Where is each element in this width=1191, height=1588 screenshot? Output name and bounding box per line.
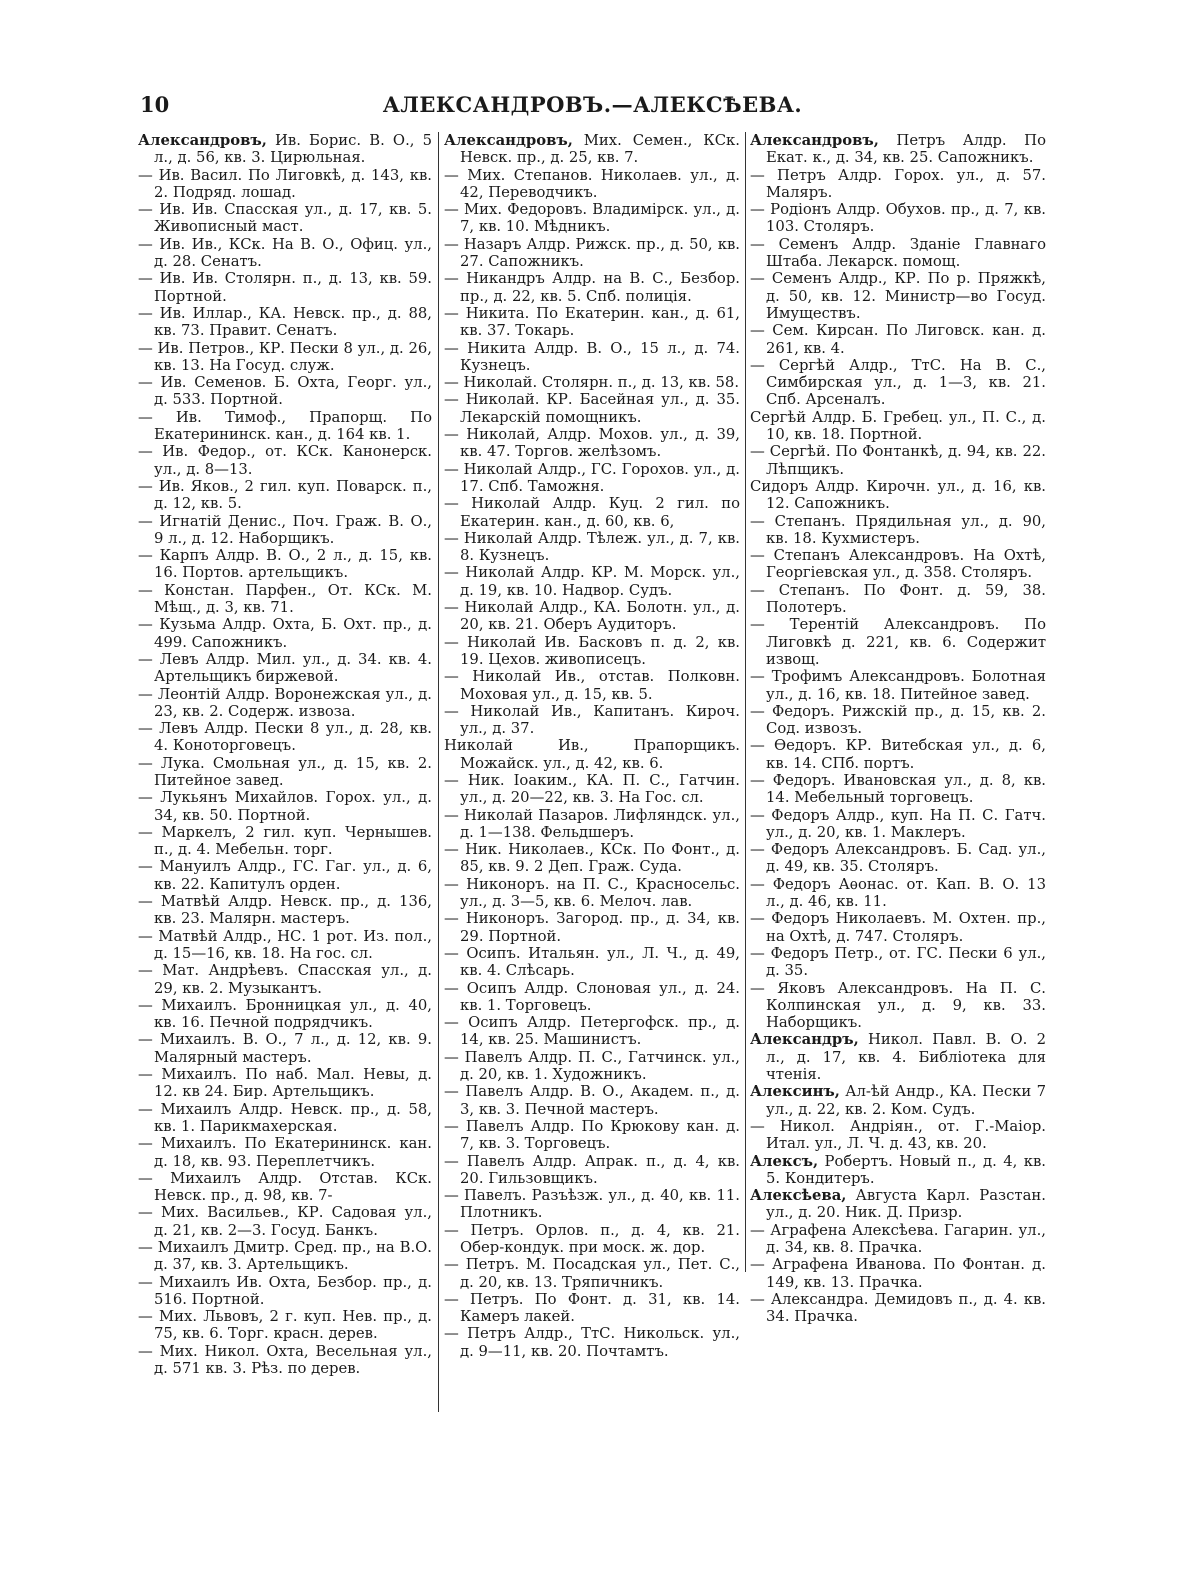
entry-text: — Ив. Яков., 2 гил. куп. Поварск. п., д. 12, кв. 5.	[138, 477, 432, 513]
directory-entry	[138, 513, 432, 548]
entry-text: — Михаилъ. В. О., 7 л., д. 12, кв. 9. Малярный мастеръ.	[138, 1031, 432, 1066]
directory-entry	[750, 478, 1046, 513]
entry-text: — Михаилъ. По Екатерининск. кан. д. 18, кв. 93. Переплетчикъ.	[138, 1135, 432, 1170]
directory-entry	[750, 1083, 1046, 1118]
directory-entry	[138, 409, 432, 444]
directory-entry	[750, 910, 1046, 945]
column-3	[750, 132, 1046, 1412]
entry-text: — Николай Алдр. Тѣлеж. ул., д. 7, кв. 8. Кузнецъ.	[444, 529, 740, 565]
directory-entry	[444, 426, 740, 461]
entry-text: — Яковъ Александровъ. На П. С. Колпинская ул., д. 9, кв. 33. Наборщикъ.	[750, 979, 1046, 1032]
directory-entry	[138, 755, 432, 790]
entry-text: — Никандръ Алдр. на В. С., Безбор. пр., д. 22, кв. 5. Спб. полиція.	[444, 270, 740, 305]
entry-text: — Николай. КР. Басейная ул., д. 35. Лекарскій помощникъ.	[444, 391, 740, 426]
entry-text: — Мат. Андрѣевъ. Спасская ул., д. 29, кв. 2. Музыкантъ.	[138, 962, 432, 997]
entry-text: — Мих. Львовъ, 2 г. куп. Нев. пр., д. 75, кв. 6. Торг. красн. дерев.	[138, 1308, 432, 1343]
entry-text: — Сем. Кирсан. По Лиговск. кан. д. 261, кв. 4.	[750, 322, 1046, 357]
entry-text: — Николай. Столярн. п., д. 13, кв. 58.	[444, 374, 740, 392]
entry-text: — Ив. Ив. Столярн. п., д. 13, кв. 59. Портной.	[138, 270, 432, 305]
directory-entry	[444, 305, 740, 340]
entry-text: Никол. Павл. В. О. 2 л., д. 17, кв. 4. Библіотека для чтенія.	[766, 1031, 1046, 1084]
directory-entry	[138, 1204, 432, 1239]
entry-text: — Михаилъ Ив. Охта, Безбор. пр., д. 516. Портной.	[138, 1273, 432, 1308]
surname-heading: Александровъ,	[750, 132, 879, 149]
entry-text: — Мих. Федоровъ. Владимірск. ул., д. 7, кв. 10. Мѣдникъ.	[444, 201, 740, 236]
directory-entry	[750, 167, 1046, 202]
entry-text: Петръ Алдр. По Екат. к., д. 34, кв. 25. Сапожникъ.	[766, 132, 1046, 167]
surname-heading: Алексинъ,	[750, 1083, 840, 1101]
entry-text: Сергѣй Алдр. Б. Гребец. ул., П. С., д. 10, кв. 18. Портной.	[750, 408, 1046, 444]
directory-entry	[444, 564, 740, 599]
directory-entry	[750, 322, 1046, 357]
entry-text: — Мих. Никол. Охта, Весельная ул., д. 571 кв. 3. Рѣз. по дерев.	[138, 1342, 432, 1378]
entry-text: — Никита Алдр. В. О., 15 л., д. 74. Кузнецъ.	[444, 339, 740, 374]
directory-entry	[444, 530, 740, 565]
directory-entry	[138, 1101, 432, 1136]
entry-text: — Ив. Иллар., КА. Невск. пр., д. 88, кв. 73. Правит. Сенатъ.	[138, 304, 432, 340]
directory-entry	[750, 1256, 1046, 1291]
entry-text: — Николай Алдр., КА. Болотн. ул., д. 20, кв. 21. Оберъ Аудиторъ.	[444, 599, 740, 634]
directory-entry	[444, 668, 740, 703]
entry-text: — Федоръ Аѳонас. от. Кап. В. О. 13 л., д. 46, кв. 11.	[750, 875, 1046, 911]
entry-text: — Степанъ Александровъ. На Охтѣ, Георгіевская ул., д. 358. Столяръ.	[750, 547, 1046, 582]
entry-text: — Игнатій Денис., Поч. Граж. В. О., 9 л., д. 12. Наборщикъ.	[138, 512, 432, 547]
directory-entry	[750, 1031, 1046, 1083]
surname-heading: Александръ,	[750, 1031, 859, 1049]
directory-entry	[138, 236, 432, 271]
entry-text: Ал-ѣй Андр., КА. Пески 7 ул., д. 22, кв. 2. Ком. Судъ.	[766, 1083, 1046, 1118]
entry-text: — Ѳедоръ. КР. Витебская ул., д. 6, кв. 14. СПб. портъ.	[750, 737, 1046, 772]
directory-entry	[444, 910, 740, 945]
page-header	[140, 92, 1045, 132]
entry-text: — Ник. Іоаким., КА. П. С., Гатчин. ул., д. 20—22, кв. 3. На Гос. сл.	[444, 771, 740, 807]
directory-entry	[750, 357, 1046, 409]
entry-text: — Сергѣй Алдр., ТтС. На В. С., Симбирская ул., д. 1—3, кв. 21. Спб. Арсеналъ.	[750, 356, 1046, 409]
directory-entry	[750, 409, 1046, 444]
directory-entry	[138, 201, 432, 236]
entry-text: — Назаръ Алдр. Рижск. пр., д. 50, кв. 27. Сапожникъ.	[444, 235, 740, 271]
entry-text: — Матвѣй Алдр., НС. 1 рот. Из. пол., д. 15—16, кв. 18. На гос. сл.	[138, 927, 432, 962]
directory-entry	[444, 1325, 740, 1360]
directory-entry	[750, 547, 1046, 582]
entry-text: — Михаилъ Дмитр. Сред. пр., на В.О. д. 37, кв. 3. Артельщикъ.	[138, 1239, 432, 1274]
entry-text: — Левъ Алдр. Мил. ул., д. 34. кв. 4. Артельщикъ биржевой.	[138, 650, 432, 686]
column-2	[444, 132, 740, 1412]
directory-entry	[750, 513, 1046, 548]
entry-text: — Павелъ Алдр. В. О., Академ. п., д. 3, кв. 3. Печной мастеръ.	[444, 1083, 740, 1118]
directory-entry	[138, 1239, 432, 1274]
entry-text: — Сергѣй. По Фонтанкѣ, д. 94, кв. 22. Лѣпщикъ.	[750, 443, 1046, 478]
surname-heading: Алексъ,	[750, 1152, 819, 1170]
entry-text: — Никоноръ. на П. С., Красносельс. ул., д. 3—5, кв. 6. Мелоч. лав.	[444, 875, 740, 911]
directory-entry	[138, 305, 432, 340]
directory-entry	[444, 1256, 740, 1291]
directory-entry	[444, 201, 740, 236]
directory-entry	[138, 789, 432, 824]
directory-entry	[138, 132, 432, 167]
directory-entry	[750, 1187, 1046, 1222]
column-1	[138, 132, 432, 1412]
entry-text: — Трофимъ Александровъ. Болотная ул., д. 16, кв. 18. Питейное завед.	[750, 668, 1046, 703]
entry-text: Робертъ. Новый п., д. 4, кв. 5. Кондитеръ.	[766, 1152, 1046, 1187]
entry-text: Ив. Борис. В. О., 5 л., д. 56, кв. 3. Цирюльная.	[154, 132, 432, 167]
surname-heading: Александровъ,	[138, 132, 267, 149]
entry-text: — Аграфена Иванова. По Фонтан. д. 149, кв. 13. Прачка.	[750, 1256, 1046, 1291]
entry-text: — Петръ. Орлов. п., д. 4, кв. 21. Обер-кондук. при моск. ж. дор.	[444, 1221, 740, 1256]
entry-text: — Александра. Демидовъ п., д. 4. кв. 34. Прачка.	[750, 1290, 1046, 1326]
entry-text: — Михаилъ Алдр. Отстав. КСк. Невск. пр., д. 98, кв. 7-	[138, 1169, 432, 1205]
entry-text: — Николай, Алдр. Мохов. ул., д. 39, кв. 47. Торгов. желѣзомъ.	[444, 426, 740, 461]
entry-text: — Ив. Васил. По Лиговкѣ, д. 143, кв. 2. Подряд. лошад.	[138, 166, 432, 201]
entry-text: — Маркелъ, 2 гил. куп. Чернышев. п., д. 4. Мебельн. торг.	[138, 823, 432, 859]
entry-text: — Никол. Андріян., от. Г.-Маіор. Итал. ул., Л. Ч. д. 43, кв. 20.	[750, 1117, 1046, 1153]
entry-text: — Семенъ Алдр., КР. По р. Пряжкѣ, д. 50, кв. 12. Министр—во Госуд. Имуществъ.	[750, 270, 1046, 322]
directory-entry	[750, 1118, 1046, 1153]
entry-text: — Родіонъ Алдр. Обухов. пр., д. 7, кв. 103. Столяръ.	[750, 201, 1046, 236]
directory-entry	[750, 703, 1046, 738]
entry-text: — Федоръ Александровъ. Б. Сад. ул., д. 49, кв. 35. Столяръ.	[750, 841, 1046, 876]
entry-text: — Аграфена Алексѣева. Гагарин. ул., д. 34, кв. 8. Прачка.	[750, 1221, 1046, 1256]
directory-entry	[138, 1031, 432, 1066]
directory-entry	[444, 1153, 740, 1188]
directory-entry	[750, 980, 1046, 1032]
directory-entry	[444, 703, 740, 738]
entry-text: — Николай Алдр., ГС. Горохов. ул., д. 17. Спб. Таможня.	[444, 460, 740, 495]
entry-text: — Павелъ Алдр. П. С., Гатчинск. ул., д. 20, кв. 1. Художникъ.	[444, 1048, 740, 1084]
directory-entry	[444, 270, 740, 305]
directory-entry	[444, 1291, 740, 1326]
entry-text: — Ив. Петров., КР. Пески 8 ул., д. 26, кв. 13. На Госуд. служ.	[138, 339, 432, 374]
entry-text: — Семенъ Алдр. Зданіе Главнаго Штаба. Лекарск. помощ.	[750, 235, 1046, 271]
directory-entry	[444, 340, 740, 375]
directory-entry	[750, 616, 1046, 668]
directory-entry	[750, 841, 1046, 876]
entry-text: — Ив. Федор., от. КСк. Канонерск. ул., д. 8—13.	[138, 443, 432, 478]
directory-entry	[138, 686, 432, 721]
directory-entry	[444, 599, 740, 634]
directory-entry	[750, 270, 1046, 322]
page-number: 10	[140, 92, 170, 117]
entry-text: — Констан. Парфен., От. КСк. М. Мѣщ., д. 3, кв. 71.	[138, 581, 432, 617]
entry-text: — Федоръ Алдр., куп. На П. С. Гатч. ул., д. 20, кв. 1. Маклеръ.	[750, 806, 1046, 841]
surname-heading: Алексѣева,	[750, 1187, 847, 1205]
entry-text: — Никита. По Екатерин. кан., д. 61, кв. 37. Токарь.	[444, 304, 740, 340]
entry-text: — Николай Ив. Басковъ п. д. 2, кв. 19. Цехов. живописецъ.	[444, 633, 740, 668]
entry-text: — Ив. Семенов. Б. Охта, Георг. ул., д. 533. Портной.	[138, 374, 432, 409]
entry-text: — Михаилъ Алдр. Невск. пр., д. 58, кв. 1. Парикмахерская.	[138, 1100, 432, 1135]
directory-entry	[138, 962, 432, 997]
entry-text: — Ив. Тимоф., Прапорщ. По Екатерининск. кан., д. 164 кв. 1.	[138, 408, 432, 444]
directory-entry	[750, 1291, 1046, 1326]
entry-text: — Николай Ив., отстав. Полковн. Моховая ул., д. 15, кв. 5.	[444, 668, 740, 703]
entry-text: — Никоноръ. Загород. пр., д. 34, кв. 29. Портной.	[444, 910, 740, 945]
entry-text: — Ив. Ив., КСк. На В. О., Офиц. ул., д. 28. Сенатъ.	[138, 235, 432, 271]
directory-entry	[444, 945, 740, 980]
entry-text: — Федоръ Николаевъ. М. Охтен. пр., на Охтѣ, д. 747. Столяръ.	[750, 910, 1046, 945]
directory-entry	[138, 478, 432, 513]
entry-text: — Терентій Александровъ. По Лиговкѣ д. 221, кв. 6. Содержит извощ.	[750, 616, 1046, 668]
directory-entry	[138, 1343, 432, 1378]
directory-entry	[750, 132, 1046, 167]
directory-entry	[138, 928, 432, 963]
surname-heading: Александровъ,	[444, 132, 573, 149]
directory-entry	[444, 167, 740, 202]
directory-entry	[444, 1118, 740, 1153]
directory-entry	[444, 841, 740, 876]
directory-entry	[138, 1308, 432, 1343]
directory-entry	[138, 997, 432, 1032]
directory-entry	[444, 1222, 740, 1257]
entry-text: — Михаилъ. По наб. Мал. Невы, д. 12. кв 24. Бир. Артельщикъ.	[138, 1066, 432, 1101]
directory-entry	[138, 340, 432, 375]
entry-text: — Николай Алдр. Куц. 2 гил. по Екатерин. кан., д. 60, кв. 6,	[444, 495, 740, 530]
directory-entry	[138, 893, 432, 928]
entry-text: Николай Ив., Прапорщикъ. Можайск. ул., д. 42, кв. 6.	[444, 737, 740, 772]
directory-entry	[444, 1049, 740, 1084]
entry-text: — Мануилъ Алдр., ГС. Гаг. ул., д. 6, кв. 22. Капитулъ орден.	[138, 858, 432, 893]
directory-entry	[138, 1066, 432, 1101]
directory-entry	[444, 495, 740, 530]
directory-entry	[750, 443, 1046, 478]
directory-entry	[138, 1274, 432, 1309]
directory-entry	[750, 737, 1046, 772]
entry-text: — Матвѣй Алдр. Невск. пр., д. 136, кв. 23. Малярн. мастеръ.	[138, 893, 432, 928]
directory-entry	[138, 616, 432, 651]
directory-entry	[750, 1153, 1046, 1188]
directory-entry	[138, 858, 432, 893]
directory-entry	[444, 391, 740, 426]
directory-entry	[750, 807, 1046, 842]
entry-text: — Осипъ. Итальян. ул., Л. Ч., д. 49, кв. 4. Слѣсарь.	[444, 944, 740, 980]
entry-text: — Петръ. По Фонт. д. 31, кв. 14. Камеръ лакей.	[444, 1290, 740, 1326]
column-divider	[745, 132, 746, 1272]
entry-text: — Николай Алдр. КР. М. Морск. ул., д. 19, кв. 10. Надвор. Судъ.	[444, 564, 740, 599]
directory-entry	[444, 374, 740, 391]
directory-entry	[750, 945, 1046, 980]
entry-text: Августа Карл. Разстан. ул., д. 20. Ник. Д. Призр.	[766, 1187, 1046, 1222]
entry-text: — Ив. Ив. Спасская ул., д. 17, кв. 5. Живописный маст.	[138, 201, 432, 236]
entry-text: — Петръ Алдр. Горох. ул., д. 57. Маляръ.	[750, 166, 1046, 201]
entry-text: — Кузьма Алдр. Охта, Б. Охт. пр., д. 499. Сапожникъ.	[138, 616, 432, 651]
directory-entry	[444, 236, 740, 271]
directory-entry	[750, 236, 1046, 271]
directory-entry	[444, 132, 740, 167]
directory-entry	[138, 1170, 432, 1205]
directory-entry	[138, 651, 432, 686]
running-head: АЛЕКСАНДРОВЪ.—АЛЕКСѢЕВА.	[382, 92, 803, 117]
directory-entry	[138, 547, 432, 582]
column-divider	[438, 132, 439, 1412]
entry-text: — Михаилъ. Бронницкая ул., д. 40, кв. 16. Печной подрядчикъ.	[138, 996, 432, 1032]
directory-entry	[750, 582, 1046, 617]
entry-text: — Ник. Николаев., КСк. По Фонт., д. 85, кв. 9. 2 Деп. Граж. Суда.	[444, 841, 740, 876]
directory-entry	[750, 876, 1046, 911]
entry-text: Мих. Семен., КСк. Невск. пр., д. 25, кв. 7.	[460, 132, 740, 167]
directory-entry	[138, 443, 432, 478]
directory-entry	[444, 1014, 740, 1049]
entry-text: — Петръ Алдр., ТтС. Никольск. ул., д. 9—11, кв. 20. Почтамтъ.	[444, 1325, 740, 1360]
entry-text: — Мих. Васильев., КР. Садовая ул., д. 21, кв. 2—3. Госуд. Банкъ.	[138, 1204, 432, 1239]
directory-entry	[444, 807, 740, 842]
directory-entry	[444, 461, 740, 496]
directory-entry	[444, 980, 740, 1015]
entry-text: — Степанъ. По Фонт. д. 59, 38. Полотеръ.	[750, 581, 1046, 617]
entry-text: Сидоръ Алдр. Кирочн. ул., д. 16, кв. 12. Сапожникъ.	[750, 477, 1046, 513]
entry-text: — Мих. Степанов. Николаев. ул., д. 42, Переводчикъ.	[444, 166, 740, 201]
entry-text: — Степанъ. Прядильная ул., д. 90, кв. 18. Кухмистеръ.	[750, 512, 1046, 547]
directory-entry	[444, 876, 740, 911]
directory-entry	[444, 1187, 740, 1222]
directory-entry	[750, 1222, 1046, 1257]
entry-text: — Федоръ Петр., от. ГС. Пески 6 ул., д. 35.	[750, 944, 1046, 980]
entry-text: — Левъ Алдр. Пески 8 ул., д. 28, кв. 4. Коноторговецъ.	[138, 720, 432, 755]
entry-text: — Осипъ Алдр. Петергофск. пр., д. 14, кв. 25. Машинистъ.	[444, 1014, 740, 1049]
directory-entry	[444, 737, 740, 772]
entry-text: — Федоръ. Ивановская ул., д. 8, кв. 14. Мебельный торговецъ.	[750, 771, 1046, 807]
entry-text: — Павелъ. Разъѣзж. ул., д. 40, кв. 11. Плотникъ.	[444, 1187, 740, 1222]
entry-text: — Николай Пазаров. Лифляндск. ул., д. 1—138. Фельдшеръ.	[444, 806, 740, 841]
directory-entry	[444, 772, 740, 807]
directory-entry	[138, 167, 432, 202]
directory-entry	[138, 824, 432, 859]
directory-entry	[750, 668, 1046, 703]
entry-text: — Николай Ив., Капитанъ. Кироч. ул., д. 37.	[444, 702, 740, 738]
entry-text: — Петръ. М. Посадская ул., Пет. С., д. 20, кв. 13. Тряпичникъ.	[444, 1256, 740, 1291]
directory-entry	[750, 201, 1046, 236]
entry-text: — Карпъ Алдр. В. О., 2 л., д. 15, кв. 16. Портов. артельщикъ.	[138, 547, 432, 582]
entry-text: — Лукьянъ Михайлов. Горох. ул., д. 34, кв. 50. Портной.	[138, 789, 432, 824]
directory-entry	[138, 720, 432, 755]
directory-entry	[444, 634, 740, 669]
entry-text: — Павелъ Алдр. По Крюкову кан. д. 7, кв. 3. Торговецъ.	[444, 1117, 740, 1153]
directory-entry	[750, 772, 1046, 807]
directory-entry	[444, 1083, 740, 1118]
entry-text: — Лука. Смольная ул., д. 15, кв. 2. Питейное завед.	[138, 754, 432, 789]
directory-entry	[138, 374, 432, 409]
entry-text: — Леонтій Алдр. Воронежская ул., д. 23, кв. 2. Содерж. извоза.	[138, 685, 432, 720]
directory-entry	[138, 270, 432, 305]
entry-text: — Осипъ Алдр. Слоновая ул., д. 24. кв. 1. Торговецъ.	[444, 979, 740, 1014]
entry-text: — Павелъ Алдр. Апрак. п., д. 4, кв. 20. Гильзовщикъ.	[444, 1152, 740, 1187]
directory-entry	[138, 582, 432, 617]
directory-entry	[138, 1135, 432, 1170]
entry-text: — Федоръ. Рижскій пр., д. 15, кв. 2. Сод. извозъ.	[750, 702, 1046, 738]
